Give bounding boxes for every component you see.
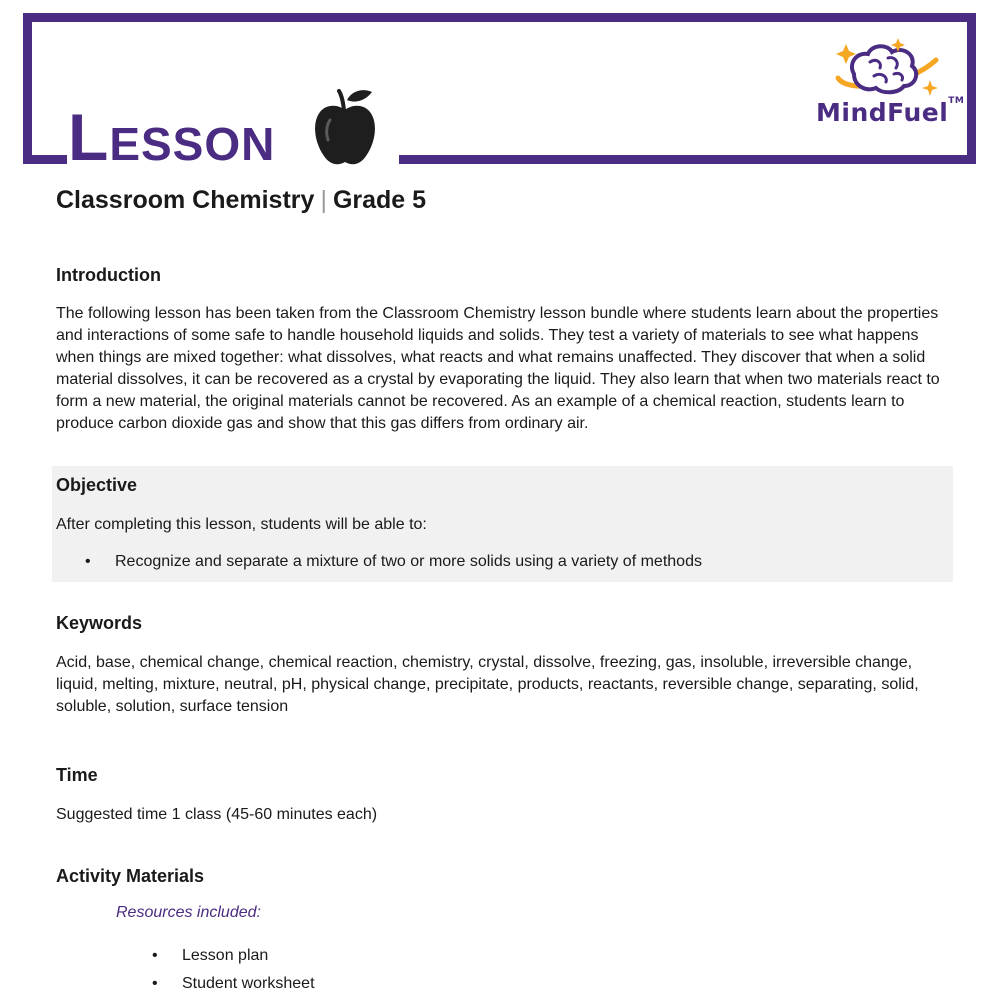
lesson-title: Lesson <box>68 100 276 174</box>
materials-item-text: Student worksheet <box>182 975 315 992</box>
bullet: • <box>152 947 158 964</box>
keywords-text: Acid, base, chemical change, chemical reaction, chemistry, crystal, dissolve, freezing, gas, insoluble, irreversible change, liquid, melting, mixture, neutral, pH, physical change, precipitate, products, reactants, reversible change, separating, solid, soluble, solution, surface tension <box>56 654 919 715</box>
header-frame-bottom-right <box>399 155 976 164</box>
keywords-heading: Keywords <box>56 613 143 633</box>
time-heading: Time <box>56 765 98 785</box>
grade-label: Grade 5 <box>332 186 427 214</box>
bullet: • <box>152 975 158 992</box>
trademark-mark: TM <box>948 96 965 106</box>
header-frame-top <box>23 13 976 22</box>
header-frame-right <box>967 13 976 164</box>
resources-included-label: Resources included: <box>116 904 261 921</box>
objective-item-text: Recognize and separate a mixture of two or more solids using a variety of methods <box>115 553 702 570</box>
page-subtitle <box>56 186 426 215</box>
introduction-heading: Introduction <box>56 265 161 285</box>
time-text: Suggested time 1 class (45-60 minutes each) <box>56 806 378 823</box>
objective-heading: Objective <box>56 475 138 495</box>
subtitle-separator: | <box>320 186 327 214</box>
activity-materials-heading: Activity Materials <box>56 866 205 886</box>
introduction-text: The following lesson has been taken from the Classroom Chemistry lesson bundle where students learn about the properties and interactions of some safe to handle household liquids and solids. They test a variety of materials to see what happens when things are mixed together: what dissolves, what reacts and what remains unaffected. They discover that when a solid material dissolves, it can be recovered as a crystal by evaporating the liquid. They also learn that when two materials react to form a new material, the original materials cannot be recovered. As an example of a chemical reaction, students learn to produce carbon dioxide gas and show that this gas differs from ordinary air. <box>56 305 940 432</box>
apple-icon <box>308 86 382 168</box>
bullet: • <box>85 553 91 570</box>
header-frame-left <box>23 13 32 164</box>
course-name: Classroom Chemistry <box>56 186 315 214</box>
brand-logo-text: MindFuel™ <box>816 96 965 127</box>
header-frame-bottom-left <box>23 155 67 164</box>
objective-intro: After completing this lesson, students will be able to: <box>56 516 427 533</box>
materials-item-text: Lesson plan <box>182 947 269 964</box>
